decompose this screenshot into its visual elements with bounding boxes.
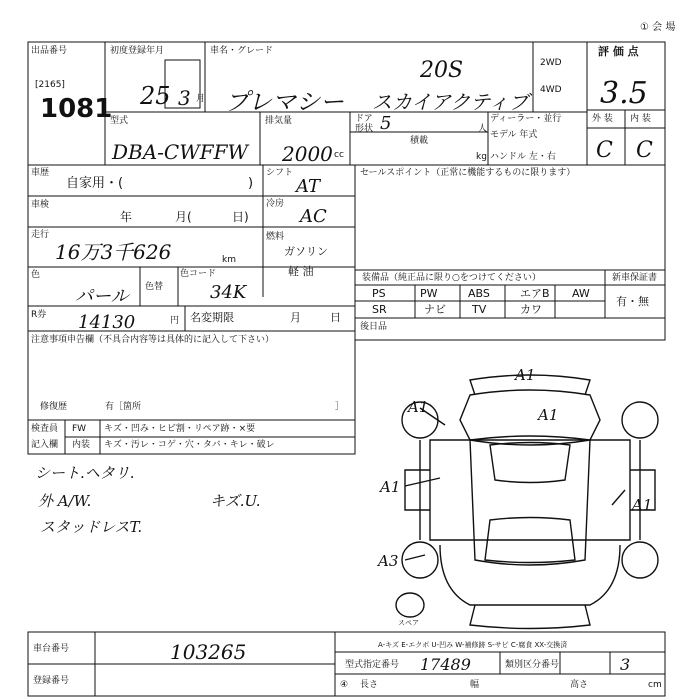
damage-mark-front-left: A1	[408, 398, 429, 416]
grade-name: スカイアクティブ	[372, 90, 529, 114]
history-close: )	[248, 176, 254, 191]
lot-number: 1081	[40, 94, 113, 124]
category-value: 3	[620, 655, 631, 674]
damage-mark-right: A1	[632, 496, 653, 514]
inspector-label-2: 記入欄	[31, 440, 59, 450]
color-label: 色	[31, 270, 41, 280]
recycle-yen: 円	[170, 316, 180, 326]
model-type-value: DBA-CWFFW	[112, 140, 249, 164]
ac-value: AC	[300, 206, 327, 227]
color-code-value: 34K	[210, 282, 247, 303]
equip-leather: カワ	[520, 303, 542, 316]
interior-label: 内 装	[630, 114, 651, 124]
first-reg-month-unit: 月	[196, 94, 206, 104]
car-diagram	[396, 375, 658, 629]
fw-items: キズ・凹み・ヒビ割・リペア跡・×要	[104, 424, 256, 434]
damage-mark-rear-left: A3	[378, 552, 399, 570]
equip-sr: SR	[372, 303, 387, 316]
recycle-value: 14130	[78, 312, 136, 333]
equip-tv: TV	[472, 303, 487, 316]
capacity-unit: kg	[476, 152, 487, 162]
damage-legend: A-キズ E-エクボ U-凹み W-補修跡 S-サビ C-腐食 XX-交換済	[378, 641, 568, 649]
grade-value: 3.5	[600, 76, 648, 111]
name-change-label: 名変期限	[190, 311, 234, 324]
chassis-label: 車台番号	[33, 644, 70, 654]
lot-sub: [2165]	[35, 80, 65, 90]
warranty-value: 有・無	[616, 295, 649, 308]
notes-label: 注意事項申告欄（不具合内容等は具体的に記入して下さい）	[31, 335, 275, 345]
equip-navi: ナビ	[424, 303, 446, 316]
history-label: 車歴	[31, 168, 50, 178]
note-line-1: シート.ヘタリ.	[35, 464, 135, 482]
grade-label: 評 価 点	[598, 45, 639, 58]
warranty-label: 新車保証書	[612, 273, 658, 283]
first-reg-label: 初度登録年月	[110, 46, 165, 56]
equip-airbag: エアB	[520, 287, 550, 300]
note-line-2: 外 A/W.	[38, 492, 92, 510]
corner-mark: ① 会 場	[640, 22, 676, 33]
wd4-label: 4WD	[540, 85, 562, 95]
equip-abs: ABS	[468, 287, 490, 300]
damage-mark-top: A1	[515, 366, 536, 384]
history-value: 自家用・(	[66, 176, 124, 191]
mileage-value: 16万3千626	[55, 240, 172, 264]
recycle-label: R券	[31, 310, 47, 320]
capacity-label: 積載	[410, 136, 429, 146]
ac-label: 冷房	[266, 199, 285, 209]
registration-label: 登録番号	[33, 676, 70, 686]
lot-label: 出品番号	[31, 46, 68, 56]
cm-unit: cm	[648, 680, 662, 690]
spare-label: スペア	[398, 619, 419, 627]
model-type-label: 型式	[110, 116, 129, 126]
note-line-3: キズ.U.	[210, 492, 261, 510]
color-code-label: 色コード	[180, 269, 217, 279]
persons-unit: 人	[478, 124, 488, 134]
equipment-label: 装備品（純正品に限り○をつけてください）	[362, 273, 541, 283]
length-label: 長さ	[360, 680, 379, 690]
int-label: 内装	[72, 440, 91, 450]
sales-point-label: セールスポイント（正常に機能するものに限ります）	[360, 168, 576, 178]
repair-value: 有［箇所	[105, 402, 142, 412]
damage-mark-left: A1	[380, 478, 401, 496]
damage-mark-hood: A1	[538, 406, 559, 424]
equip-ps: PS	[372, 287, 386, 300]
note-line-4: スタッドレスT.	[40, 518, 143, 536]
equip-aw: AW	[572, 287, 590, 300]
wd2-label: 2WD	[540, 58, 562, 68]
displacement-unit: cc	[334, 150, 344, 160]
doors-label: ドア	[355, 114, 373, 124]
first-reg-month: 3	[178, 86, 191, 110]
model-cert-label: 型式指定番号	[345, 660, 400, 670]
doors-value: 5	[380, 113, 392, 134]
fuel-diesel: 軽 油	[288, 265, 314, 278]
mileage-label: 走行	[31, 230, 50, 240]
fw-label: FW	[72, 424, 87, 434]
exterior-value: C	[596, 138, 613, 163]
repair-close: ］	[335, 402, 345, 412]
handle-label: ハンドル 左・右	[490, 152, 556, 162]
shift-label: シフト	[266, 168, 294, 178]
chassis-value: 103265	[170, 640, 247, 664]
model-cert-value: 17489	[420, 655, 471, 674]
dealer-label: ディーラー・並行	[490, 114, 562, 124]
first-reg-year: 25	[140, 82, 171, 110]
width-label: 幅	[470, 680, 480, 690]
model-label: 車名・グレード	[210, 46, 274, 56]
later-items-label: 後日品	[360, 322, 388, 332]
inspection-year-unit: 年	[120, 210, 133, 224]
exterior-label: 外 装	[592, 114, 613, 124]
color-plain-label: 色替	[145, 282, 164, 292]
shape-label: 形状	[355, 124, 374, 134]
inspection-label: 車検	[31, 200, 50, 210]
grade-suffix: 20S	[420, 58, 464, 83]
interior-value: C	[636, 138, 653, 163]
repair-label: 修復歴	[40, 402, 68, 412]
reg-prefix: ④	[340, 680, 349, 690]
int-items: キズ・汚レ・コゲ・穴・タバ・キレ・破レ	[104, 440, 275, 450]
name-change-day: 日	[330, 311, 341, 324]
height-label: 高さ	[570, 680, 589, 690]
displacement-label: 排気量	[265, 116, 293, 126]
displacement-value: 2000	[282, 142, 333, 166]
model-name: プレマシー	[225, 88, 345, 116]
inspector-label-1: 検査員	[31, 424, 59, 434]
color-value: パール	[75, 286, 129, 307]
model-year-label: モデル 年式	[490, 130, 538, 140]
category-label: 類別区分番号	[505, 660, 560, 670]
fuel-gas: ガソリン	[284, 245, 328, 258]
mileage-unit: km	[222, 255, 236, 265]
name-change-month: 月	[290, 311, 301, 324]
inspection-month-unit: 月(	[175, 210, 192, 224]
inspection-day-unit: 日)	[232, 210, 249, 224]
shift-value: AT	[296, 176, 321, 197]
equip-pw: PW	[420, 287, 438, 300]
fuel-label: 燃料	[266, 232, 285, 242]
